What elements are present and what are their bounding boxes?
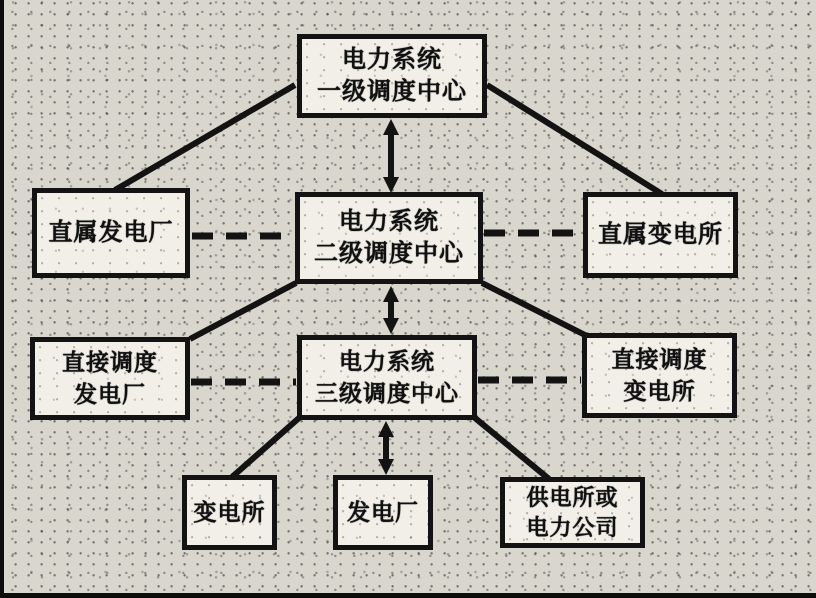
node-label: 直属发电厂 xyxy=(48,218,174,246)
node-label: 一级调度中心 xyxy=(317,78,467,105)
node-label: 二级调度中心 xyxy=(314,240,464,267)
node-direct-affiliated-substation xyxy=(583,192,738,278)
node-power-supply-station-or-company xyxy=(500,477,645,548)
node-label: 直属变电所 xyxy=(598,220,723,248)
double-arrow-top-mid xyxy=(383,119,399,193)
double-arrow-third-bottom xyxy=(378,421,394,475)
double-arrow-mid-third xyxy=(383,286,399,334)
edge-third-to-bottomleft xyxy=(232,418,299,477)
node-level2-dispatch-center xyxy=(295,192,483,284)
edge-top-to-left2 xyxy=(115,85,295,190)
node-substation xyxy=(182,475,277,550)
node-directly-dispatched-substation xyxy=(582,333,737,418)
node-level1-dispatch-center xyxy=(297,34,487,118)
scan-edge-left xyxy=(0,0,4,598)
node-power-plant xyxy=(333,475,433,550)
node-label: 三级调度中心 xyxy=(315,379,459,406)
node-level3-dispatch-center xyxy=(297,335,477,420)
node-label: 直接调度 xyxy=(611,346,708,373)
node-label: 供电所或 xyxy=(526,484,619,510)
node-label: 发电厂 xyxy=(74,380,146,407)
node-label: 电力公司 xyxy=(526,514,619,540)
node-label: 直接调度 xyxy=(62,349,158,376)
node-directly-dispatched-power-plant xyxy=(30,337,190,420)
edge-third-to-bottomright xyxy=(475,418,549,479)
node-label: 变电所 xyxy=(623,377,696,404)
scan-edge-bottom xyxy=(0,593,816,598)
node-direct-affiliated-power-plant xyxy=(32,188,190,278)
node-label: 电力系统 xyxy=(339,348,435,375)
edge-top-to-right2 xyxy=(487,85,662,194)
node-label: 发电厂 xyxy=(347,498,419,525)
edge-mid-to-left3 xyxy=(190,283,296,339)
edge-mid-to-right3 xyxy=(482,283,587,336)
node-label: 变电所 xyxy=(193,498,266,525)
node-label: 电力系统 xyxy=(339,207,439,235)
node-label: 电力系统 xyxy=(342,45,442,73)
